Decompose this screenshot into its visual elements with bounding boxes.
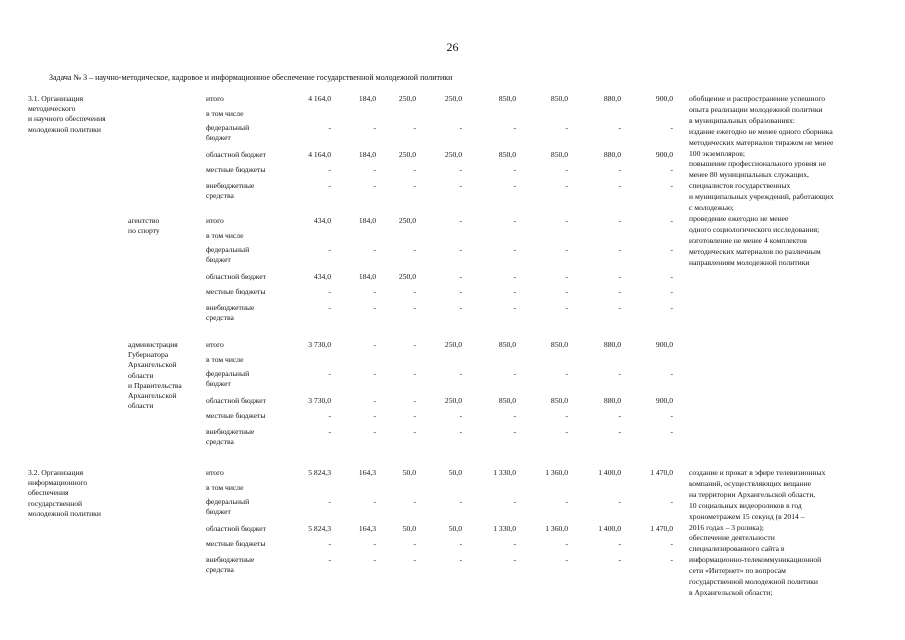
funding-source-label: внебюджетные <box>206 303 255 312</box>
expected-result-line: обеспечение деятельности <box>689 533 775 543</box>
funding-value: - <box>373 165 376 174</box>
funding-value: 164,3 <box>358 524 376 533</box>
funding-value: - <box>618 123 621 132</box>
funding-value: 250,0 <box>398 150 416 159</box>
measure-name-line: 3.2. Организация <box>28 468 84 477</box>
funding-value: - <box>513 181 516 190</box>
funding-value: - <box>328 181 331 190</box>
expected-result-line: сети «Интернет» по вопросам <box>689 566 786 576</box>
funding-value: - <box>618 245 621 254</box>
funding-value: - <box>413 181 416 190</box>
funding-value: - <box>413 396 416 405</box>
funding-value: 880,0 <box>603 340 621 349</box>
funding-value: - <box>328 245 331 254</box>
funding-value: 3 730,0 <box>308 396 331 405</box>
funding-value: 3 730,0 <box>308 340 331 349</box>
funding-value: - <box>670 427 673 436</box>
funding-value: 1 400,0 <box>598 468 621 477</box>
expected-result-line: 2016 годах – 3 ролика); <box>689 522 764 532</box>
funding-value: - <box>459 272 462 281</box>
executor-name-line: Губернатора <box>128 350 169 360</box>
funding-value: 50,0 <box>402 524 416 533</box>
funding-value: - <box>513 123 516 132</box>
executor-name-line: Архангельской <box>128 391 177 400</box>
funding-value: - <box>513 497 516 506</box>
funding-source-label: местные бюджеты <box>206 411 266 420</box>
funding-value: - <box>565 181 568 190</box>
funding-value: - <box>459 497 462 506</box>
funding-value: - <box>618 427 621 436</box>
executor-name-line: агентство <box>128 216 160 225</box>
funding-value: - <box>459 287 462 296</box>
funding-value: - <box>618 272 621 281</box>
funding-value: - <box>565 555 568 564</box>
funding-value: 1 360,0 <box>545 468 568 477</box>
funding-source-label: итого <box>206 216 224 225</box>
funding-value: - <box>413 123 416 132</box>
funding-value: - <box>373 340 376 349</box>
funding-value: - <box>565 165 568 174</box>
funding-value: - <box>565 539 568 548</box>
funding-source-label: итого <box>206 340 224 349</box>
funding-source-label: итого <box>206 468 224 477</box>
funding-value: - <box>513 369 516 378</box>
funding-value: - <box>459 165 462 174</box>
funding-source-label: федеральный <box>206 245 250 254</box>
funding-value: - <box>373 303 376 312</box>
expected-result-line: одного социологического исследования; <box>689 224 820 234</box>
funding-value: - <box>459 123 462 132</box>
funding-value: - <box>618 165 621 174</box>
expected-result-line: и муниципальных учреждений, работающих <box>689 192 834 202</box>
funding-source-label: местные бюджеты <box>206 287 266 296</box>
funding-value: - <box>565 497 568 506</box>
funding-source-label: бюджет <box>206 254 231 264</box>
funding-value: - <box>618 287 621 296</box>
funding-value: - <box>413 245 416 254</box>
funding-source-label: внебюджетные <box>206 555 255 564</box>
funding-value: - <box>459 216 462 225</box>
funding-value: 1 330,0 <box>493 468 516 477</box>
measure-name-line: и научного обеспечения <box>28 114 106 124</box>
funding-value: 250,0 <box>444 94 462 103</box>
funding-source-label: областной бюджет <box>206 396 266 405</box>
funding-value: 50,0 <box>402 468 416 477</box>
funding-source-label: внебюджетные <box>206 181 255 190</box>
funding-value: 850,0 <box>498 340 516 349</box>
funding-value: 250,0 <box>444 340 462 349</box>
funding-value: - <box>670 272 673 281</box>
funding-value: 850,0 <box>498 396 516 405</box>
expected-result-line: в Архангельской области; <box>689 587 773 597</box>
funding-value: - <box>413 303 416 312</box>
funding-value: 434,0 <box>313 272 331 281</box>
funding-value: - <box>513 216 516 225</box>
funding-value: - <box>513 165 516 174</box>
funding-value: 250,0 <box>398 272 416 281</box>
funding-source-label: местные бюджеты <box>206 165 266 174</box>
funding-value: 164,3 <box>358 468 376 477</box>
funding-value: 850,0 <box>498 94 516 103</box>
funding-value: - <box>670 123 673 132</box>
funding-value: 50,0 <box>448 524 462 533</box>
funding-value: 184,0 <box>358 94 376 103</box>
expected-result-line: специализированного сайта в <box>689 544 785 554</box>
expected-result-line: специалистов государственных <box>689 181 791 191</box>
funding-value: - <box>670 181 673 190</box>
funding-value: - <box>618 303 621 312</box>
funding-value: 900,0 <box>655 94 673 103</box>
funding-value: - <box>459 427 462 436</box>
funding-value: 1 470,0 <box>650 524 673 533</box>
funding-value: - <box>670 497 673 506</box>
funding-value: - <box>670 539 673 548</box>
funding-source-label: средства <box>206 436 234 446</box>
funding-value: - <box>670 555 673 564</box>
funding-value: - <box>328 497 331 506</box>
funding-value: 4 164,0 <box>308 150 331 159</box>
expected-result-line: опыта реализации молодежной политики <box>689 104 823 114</box>
funding-value: - <box>373 396 376 405</box>
funding-value: - <box>328 411 331 420</box>
funding-value: - <box>618 411 621 420</box>
funding-value: 184,0 <box>358 216 376 225</box>
funding-source-label: в том числе <box>206 109 244 118</box>
funding-value: - <box>373 123 376 132</box>
funding-value: - <box>459 303 462 312</box>
funding-value: - <box>513 555 516 564</box>
funding-value: - <box>618 555 621 564</box>
expected-result-line: менее 80 муниципальных служащих, <box>689 170 809 180</box>
funding-value: - <box>565 427 568 436</box>
funding-value: - <box>670 303 673 312</box>
measure-name-line: молодежной политики <box>28 508 101 518</box>
funding-value: 900,0 <box>655 396 673 405</box>
funding-value: - <box>670 165 673 174</box>
funding-source-label: областной бюджет <box>206 272 266 281</box>
funding-value: - <box>565 123 568 132</box>
funding-value: 880,0 <box>603 396 621 405</box>
task-title: Задача № 3 – научно-методическое, кадровое и информационное обеспечение государственной молодежной политики <box>49 73 453 82</box>
funding-value: - <box>373 539 376 548</box>
expected-result-line: 100 экземпляров; <box>689 148 745 158</box>
funding-value: 250,0 <box>444 150 462 159</box>
funding-value: - <box>328 303 331 312</box>
funding-value: 250,0 <box>398 94 416 103</box>
expected-result-line: методических материалов по различным <box>689 246 821 256</box>
funding-value: - <box>565 369 568 378</box>
funding-value: 4 164,0 <box>308 94 331 103</box>
funding-value: - <box>513 287 516 296</box>
funding-value: 850,0 <box>498 150 516 159</box>
expected-result-line: проведение ежегодно не менее <box>689 213 789 223</box>
funding-value: - <box>413 369 416 378</box>
funding-value: 880,0 <box>603 94 621 103</box>
funding-source-label: средства <box>206 564 234 574</box>
expected-result-line: изготовление не менее 4 комплектов <box>689 235 807 245</box>
funding-source-label: областной бюджет <box>206 524 266 533</box>
funding-value: - <box>618 216 621 225</box>
funding-value: - <box>459 245 462 254</box>
funding-source-label: федеральный <box>206 497 250 506</box>
expected-result-line: информационно-телекоммуникационной <box>689 555 822 565</box>
funding-value: - <box>328 369 331 378</box>
funding-value: - <box>565 411 568 420</box>
expected-result-line: хронометражем 15 секунд (в 2014 – <box>689 511 805 521</box>
funding-value: - <box>513 272 516 281</box>
funding-value: 5 824,3 <box>308 524 331 533</box>
funding-value: - <box>328 123 331 132</box>
expected-result-line: методических материалов тиражом не менее <box>689 137 834 147</box>
expected-result-line: государственной молодежной политики <box>689 577 818 586</box>
funding-value: - <box>413 340 416 349</box>
funding-value: - <box>328 539 331 548</box>
funding-source-label: бюджет <box>206 506 231 516</box>
funding-source-label: внебюджетные <box>206 427 255 436</box>
funding-value: - <box>618 539 621 548</box>
funding-value: - <box>459 539 462 548</box>
funding-value: - <box>513 427 516 436</box>
funding-source-label: местные бюджеты <box>206 539 266 548</box>
funding-value: 850,0 <box>550 340 568 349</box>
funding-value: - <box>373 555 376 564</box>
expected-result-line: в муниципальных образованиях: <box>689 115 795 125</box>
funding-value: 184,0 <box>358 150 376 159</box>
funding-value: - <box>618 181 621 190</box>
expected-result-line: на территории Архангельской области, <box>689 489 816 499</box>
expected-result-line: создание и прокат в эфире телевизионных <box>689 468 826 477</box>
measure-name-line: методического <box>28 104 76 114</box>
funding-value: - <box>459 555 462 564</box>
expected-result-line: 10 социальных видеороликов в год <box>689 500 802 510</box>
funding-value: - <box>513 245 516 254</box>
funding-source-label: бюджет <box>206 132 231 142</box>
measure-name-line: государственной <box>28 498 83 508</box>
funding-value: - <box>373 497 376 506</box>
funding-value: - <box>373 181 376 190</box>
funding-value: 880,0 <box>603 150 621 159</box>
funding-value: - <box>373 245 376 254</box>
funding-value: 850,0 <box>550 396 568 405</box>
funding-value: - <box>670 287 673 296</box>
funding-source-label: средства <box>206 190 234 200</box>
funding-value: 1 360,0 <box>545 524 568 533</box>
funding-source-label: в том числе <box>206 231 244 240</box>
measure-name-line: информационного <box>28 478 88 488</box>
funding-value: 184,0 <box>358 272 376 281</box>
funding-value: - <box>413 555 416 564</box>
executor-name-line: области <box>128 401 154 411</box>
funding-value: - <box>413 497 416 506</box>
expected-result-line: направлениям молодежной политики <box>689 257 810 267</box>
funding-value: 850,0 <box>550 94 568 103</box>
executor-name-line: и Правительства <box>128 380 182 390</box>
funding-value: - <box>459 369 462 378</box>
funding-value: - <box>618 369 621 378</box>
funding-value: - <box>373 427 376 436</box>
expected-result-line: издание ежегодно не менее одного сборника <box>689 126 833 136</box>
executor-name-line: Архангельской <box>128 360 177 370</box>
funding-value: - <box>513 303 516 312</box>
funding-value: - <box>618 497 621 506</box>
funding-value: - <box>413 411 416 420</box>
funding-value: - <box>670 369 673 378</box>
expected-result-line: с молодежью; <box>689 203 734 212</box>
measure-name-line: обеспечения <box>28 488 69 498</box>
funding-value: 850,0 <box>550 150 568 159</box>
funding-value: - <box>328 287 331 296</box>
funding-value: 434,0 <box>313 216 331 225</box>
measure-name-line: 3.1. Организация <box>28 94 84 103</box>
funding-source-label: в том числе <box>206 355 244 364</box>
funding-source-label: областной бюджет <box>206 150 266 159</box>
expected-result-line: повышение профессионального уровня не <box>689 159 827 169</box>
funding-source-label: в том числе <box>206 483 244 492</box>
funding-value: - <box>670 245 673 254</box>
funding-value: 250,0 <box>444 396 462 405</box>
page-number: 26 <box>446 40 459 54</box>
expected-result-line: компаний, осуществляющих вещание <box>689 478 812 488</box>
funding-value: - <box>459 181 462 190</box>
funding-value: - <box>565 245 568 254</box>
funding-value: - <box>565 272 568 281</box>
funding-value: - <box>413 287 416 296</box>
funding-value: - <box>513 411 516 420</box>
funding-value: 250,0 <box>398 216 416 225</box>
executor-name-line: по спорту <box>128 226 160 236</box>
funding-source-label: итого <box>206 94 224 103</box>
funding-source-label: федеральный <box>206 123 250 132</box>
expected-result-line: обобщение и распространение успешного <box>689 94 826 103</box>
funding-source-label: бюджет <box>206 378 231 388</box>
funding-source-label: средства <box>206 312 234 322</box>
funding-value: - <box>328 427 331 436</box>
funding-value: - <box>413 539 416 548</box>
funding-value: 900,0 <box>655 150 673 159</box>
executor-name-line: области <box>128 370 154 380</box>
funding-value: - <box>459 411 462 420</box>
funding-value: - <box>670 411 673 420</box>
funding-value: - <box>565 303 568 312</box>
funding-value: 1 400,0 <box>598 524 621 533</box>
funding-value: 1 330,0 <box>493 524 516 533</box>
funding-value: 50,0 <box>448 468 462 477</box>
funding-value: - <box>413 427 416 436</box>
funding-value: - <box>373 411 376 420</box>
funding-value: 900,0 <box>655 340 673 349</box>
funding-value: - <box>670 216 673 225</box>
funding-value: 5 824,3 <box>308 468 331 477</box>
measure-name-line: молодежной политики <box>28 124 101 134</box>
funding-value: - <box>565 216 568 225</box>
funding-value: - <box>565 287 568 296</box>
funding-value: - <box>328 555 331 564</box>
funding-value: - <box>373 287 376 296</box>
funding-value: - <box>413 165 416 174</box>
funding-value: 1 470,0 <box>650 468 673 477</box>
funding-source-label: федеральный <box>206 369 250 378</box>
funding-value: - <box>373 369 376 378</box>
funding-value: - <box>328 165 331 174</box>
funding-value: - <box>513 539 516 548</box>
executor-name-line: администрация <box>128 340 178 349</box>
